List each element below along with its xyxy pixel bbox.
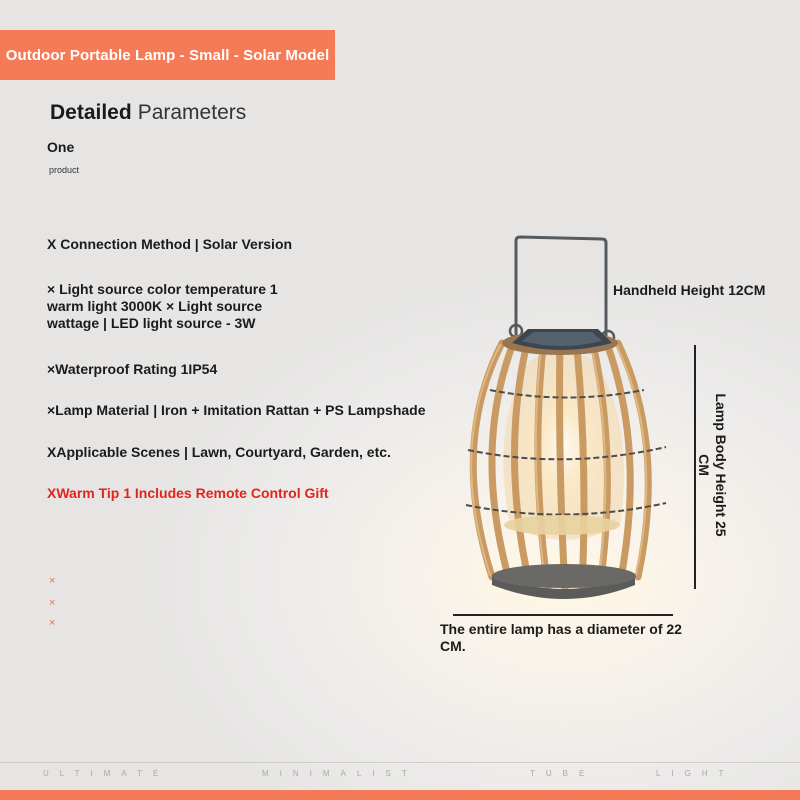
footer-word: ULTIMATE (43, 769, 170, 778)
spec-light-source (47, 281, 278, 332)
diameter-label (440, 621, 682, 655)
footer-tagline (0, 769, 800, 781)
spec-line: ×Lamp Material | Iron + Imitation Rattan + PS Lampshade (47, 402, 426, 418)
subheading-line1: One (47, 139, 75, 155)
footer-word: MINIMALIST (262, 769, 418, 778)
heading-bold: Detailed (50, 101, 132, 124)
spec-warm-tip (47, 485, 329, 502)
banner-title: Outdoor Portable Lamp - Small - Solar Model (5, 46, 330, 64)
spec-line: warm light 3000K × Light source (47, 298, 263, 314)
body-height-label: Lamp Body Height 25 CM (696, 393, 729, 537)
spec-waterproof-rating (47, 361, 217, 378)
diameter-dimension-line (453, 614, 673, 616)
spec-applicable-scenes (47, 444, 391, 461)
spec-line: XApplicable Scenes | Lawn, Courtyard, Garden, etc. (47, 444, 391, 460)
spec-line: × Light source color temperature 1 (47, 281, 278, 297)
spec-line: XWarm Tip 1 Includes Remote Control Gift (47, 485, 329, 501)
heading-light: Parameters (137, 101, 247, 124)
x-marker: × (49, 617, 56, 629)
x-marker: × (49, 575, 56, 587)
footer-word: LIGHT (656, 769, 735, 778)
footer-accent-bar (0, 790, 800, 800)
spec-connection-method (47, 236, 292, 253)
spec-line: ×Waterproof Rating 1IP54 (47, 361, 218, 377)
spec-line: X Connection Method | Solar Version (47, 236, 293, 252)
footer-divider (0, 762, 800, 763)
diameter-label-line1: The entire lamp has a diameter of 22 (440, 621, 682, 637)
handheld-height-label: Handheld Height 12CM (613, 282, 766, 298)
product-title-banner (0, 30, 335, 80)
subheading-line2: product (49, 165, 80, 175)
diameter-label-line2: CM. (440, 638, 466, 654)
spec-line: wattage | LED light source - 3W (47, 315, 256, 331)
section-heading (50, 101, 246, 125)
x-marker: × (49, 597, 56, 609)
spec-lamp-material (47, 402, 426, 419)
footer-word: TUBE (530, 769, 596, 778)
